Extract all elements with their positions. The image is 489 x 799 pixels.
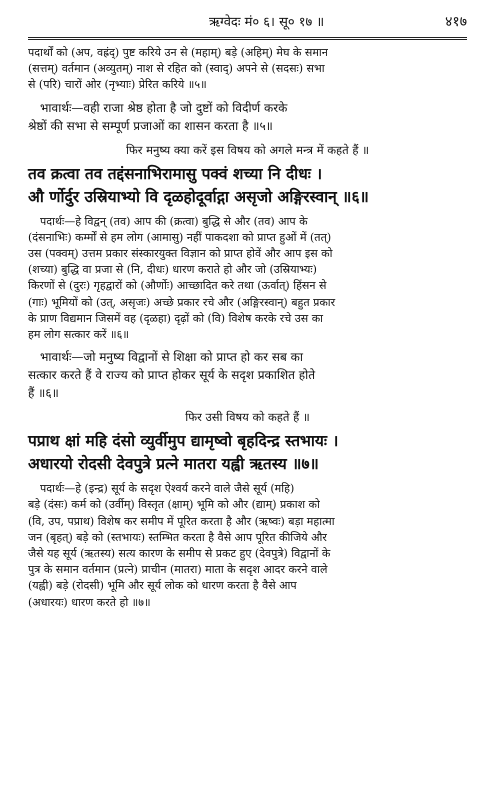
text-line: भावार्थः—वही राजा श्रेष्ठ होता है जो दुष्टों को विदीर्ण करके	[40, 100, 288, 115]
text-line: (गाः) भूमियों को (उत्, असृजः) अच्छे प्रकार रचे और (अङ्गिरस्वान्) बहुत प्रकार	[28, 295, 336, 309]
running-title: ऋग्वेदः मं० ६। सू० १७ ॥	[208, 15, 325, 30]
text-line: जैसे यह सूर्य (ऋतस्य) सत्य कारण के समीप से प्रकट हुए (देवपुत्रे) विद्वानों के	[28, 547, 331, 561]
section-intro-6: फिर मनुष्य क्या करें इस विषय को अगले मन्त्र में कहते हैं ॥	[125, 142, 370, 157]
padartha-paragraph-7	[28, 481, 467, 611]
text-line: पदार्थों को (अप, वह्रंद्) पुष्ट करिये उन से (महाम्) बड़े (अहिम्) मेघ के समान	[28, 46, 328, 59]
text-line: (वि, उप, पप्राथ) विशेष कर समीप में पूरित करता है और (ऋष्वः) बड़ा महात्मा	[28, 514, 335, 528]
page-number: ४१७	[445, 14, 467, 30]
mantra-7	[28, 429, 467, 475]
section-intro-7: फिर उसी विषय को कहते हैं ॥	[185, 410, 310, 425]
text-line: भावार्थः—जो मनुष्य विद्वानों से शिक्षा को प्राप्त हो कर सब का	[40, 350, 303, 365]
text-line: (अधारयः) धारण करते हो ॥७॥	[28, 595, 151, 609]
text-line: के प्राण विद्यमान जिसमें वह (दृळहा) दृढ़ों को (वि) विशेष करके रचे उस का	[28, 311, 324, 325]
text-line: हैं ॥६॥	[28, 386, 59, 401]
mantra-line: अधारयो रोदसी देवपुत्रे प्रत्ने मातरा यह्वी ऋतस्य ॥७॥	[28, 454, 319, 474]
mantra-6	[28, 162, 467, 208]
padartha-paragraph-5	[28, 45, 467, 94]
bhavartha-paragraph-6	[28, 348, 467, 402]
text-line: बड़े (दंसः) कर्म को (उर्वीम्) विस्तृत (क्षाम्) भूमि को और (द्याम्) प्रकाश को	[28, 498, 320, 512]
text-line: पुत्र के समान वर्तमान (प्रत्ने) प्राचीन (मातरा) माता के सदृश आदर करने वाले	[28, 563, 328, 577]
text-line: (सत्तम्) वर्तमान (अव्युतम्) नाश से रहित को (स्वाद्) अपने से (सदसः) सभा	[28, 62, 325, 76]
mantra-line: औ र्णोर्दुर उस्रियाभ्यो वि दृळहोदूर्वाद्गा असृजो अङ्गिरस्वान् ॥६॥	[28, 186, 369, 206]
text-line: श्रेष्ठों की सभा से सम्पूर्ण प्रजाओं का शासन करता है ॥५॥	[28, 118, 273, 133]
page-header	[28, 0, 467, 40]
text-line: पदार्थः—हे (इन्द्र) सूर्य के सदृश ऐश्वर्य करने वाले जैसे सूर्य (महि)	[40, 482, 295, 496]
text-line: से (परि) चारों ओर (नृभ्याः) प्रेरित करिये ॥५॥	[28, 78, 207, 92]
text-line: जन (बृहत्) बड़े को (स्तभायः) स्तम्भित करता है वैसे आप पूरित कीजिये और	[28, 530, 327, 544]
bhavartha-paragraph-5	[28, 99, 467, 135]
text-line: हम लोग सत्कार करें ॥६॥	[28, 328, 129, 342]
mantra-line: तव क्रत्वा तव तद्दंसनाभिरामासु पक्वं शच्या नि दीधः ।	[28, 163, 323, 183]
mantra-line: पप्राथ क्षां महि दंसो व्युर्वीमुप द्यामृष्वो बृहदिन्द्र स्तभायः ।	[28, 431, 339, 451]
text-line: उस (पक्वम्) उत्तम प्रकार संस्कारयुक्त विज्ञान को प्राप्त होवें और आप इस को	[28, 247, 333, 261]
text-line: (शच्या) बुद्धि वा प्रजा से (नि, दीधः) धारण कराते हो और जो (उस्रियाभ्यः)	[28, 263, 317, 277]
text-line: (दंसनाभिः) कर्म्मों से हम लोग (आमासु) नहीं पाकदशा को प्राप्त हुओं में (तत्)	[28, 230, 332, 244]
text-line: (यह्वी) बड़े (रोदसी) भूमि और सूर्य लोक को धारण करता है वैसे आप	[28, 579, 297, 593]
padartha-paragraph-6	[28, 214, 467, 344]
text-line: सत्कार करते हैं वे राज्य को प्राप्त होकर सूर्य के सदृश प्रकाशित होते	[28, 368, 316, 383]
text-line: पदार्थः—हे विद्वन् (तव) आप की (क्रत्वा) बुद्धि से और (तव) आप के	[40, 214, 308, 228]
text-line: किरणों से (दुरः) गृहद्वारों को (और्णोः) आच्छादित करे तथा (ऊर्वात्) हिंसन से	[28, 279, 327, 293]
